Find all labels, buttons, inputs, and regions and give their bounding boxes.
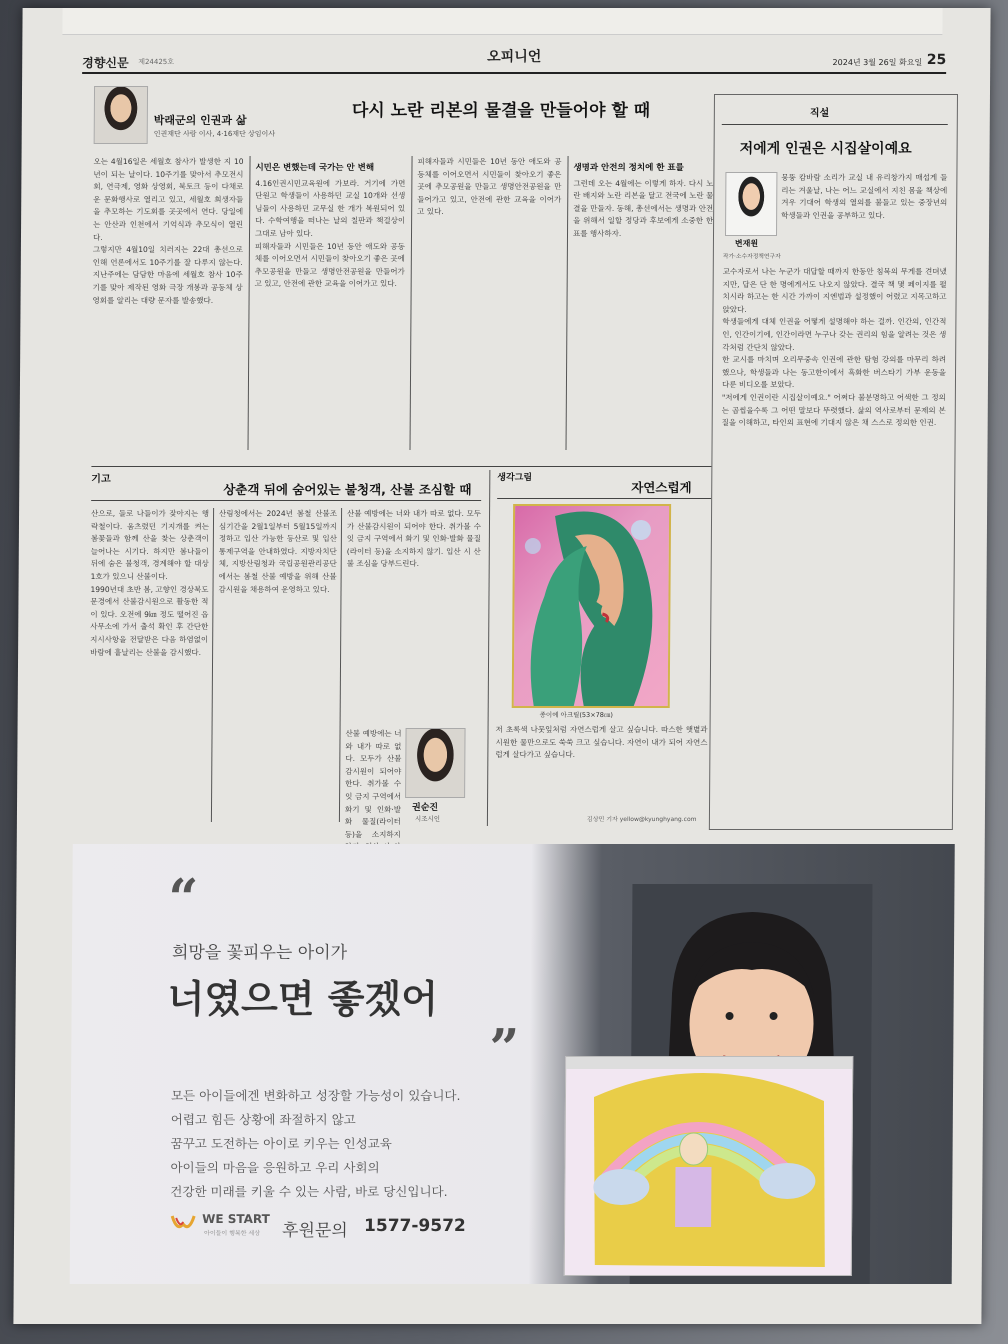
column-paragraph: 그렇지만 4월10일 치러지는 22대 총선으로 인해 언론에서도 10주기를 잘 다루지 않는다. 지난주에는 담담한 마음에 세월호 참사 10주기를 맞아 제작된 영화 극장 개봉과 공동체 상영회를 알리는 대량 문자를 발송했다.: [92, 245, 243, 305]
woman-profile-painting: [514, 506, 669, 706]
right-column-rule: [722, 124, 948, 125]
column-paragraph: 피해자들과 시민들은 10년 동안 애도와 공동체를 이어오면서 시민들이 찾아오기 좋은 곳에 추모공원을 만들고 생명안전공원을 만들어가고 있고, 안전에 관한 교육을 이어가고 있다.: [417, 157, 562, 217]
contributor-name: 권순진: [411, 803, 439, 813]
right-columnist-name: 변재원: [734, 239, 759, 248]
phone-number: 1577-9572: [364, 1216, 466, 1236]
rainbow-drawing: [565, 1057, 853, 1275]
contribution-rule: [91, 500, 481, 501]
contribution-paragraph: 산림청에서는 2024년 봄철 산불조심기간을 2월1일부터 5월15일까지 정하고 입산 가능한 등산로 및 입산통제구역을 안내하였다. 지방자치단체, 지방산림청과 국립공원관리공단에서는 봄철 산불 예방을 위해 산불 감시원을 채용하여 운영하고 있다.: [218, 509, 338, 594]
right-columnist-title: 작가·소수자정책연구자: [722, 254, 781, 260]
contribution-paragraph: 1990년대 초반 봄, 고향인 경상북도 문경에서 산불감시원으로 활동한 적이 있다. 오전에 9㎞ 정도 떨어진 읍사무소에 가서 출석 확인 후 간단한 지시사항을 전달받은 다음 하염없이 바람에 흩날리는 산불을 감시했다.: [90, 584, 209, 657]
brand-name: WE START: [202, 1212, 270, 1226]
ad-body-line: 꿈꾸고 도전하는 아이로 키우는 인성교육: [170, 1136, 392, 1151]
column-subhead: 시민은 변했는데 국가는 안 변해: [255, 163, 375, 173]
right-columnist-photo: [725, 172, 777, 236]
cartoon-body: 저 초록색 나뭇잎처럼 자연스럽게 살고 싶습니다. 따스한 햇볕과 시원한 물만으로도 쑥쑥 크고 싶습니다. 자연이 내가 되어 자연스럽게 살다가고 싶습니다.: [495, 725, 708, 760]
issue-date: 2024년 3월 26일 화요일: [832, 58, 923, 67]
section-divider: [91, 466, 711, 467]
contribution-col1: [89, 508, 209, 822]
contribution-paragraph: 산불 예방에는 너와 내가 따로 없다. 모두가 산불감시원이 되어야 한다. 취가볼 수 잇 금지 구역에서 화기 및 인화·발화 물질(라이터 등)을 소지하지 않기. 입산 시 산불 조심을 당부드린다.: [346, 509, 482, 569]
phone-label: 후원문의: [281, 1221, 348, 1241]
contribution-col3-tail: [344, 728, 402, 839]
contribution-paragraph: 산으로, 들로 나들이가 잦아지는 행락철이다. 움츠렸던 기지개를 켜는 봄꽃들과 함께 산을 찾는 상춘객이 늘어나는 시기다. 하지만 봄나들이 뒤에 숨은 불청객, 경계해야 할 대상 1호가 있으니 산불이다.: [90, 509, 210, 581]
column-rule: [566, 156, 569, 450]
page-number: 25: [926, 52, 947, 68]
column-paragraph: 오는 4월16일은 세월호 참사가 발생한 지 10년이 되는 날이다. 10주기를 맞아서 추모전시회, 연극제, 영화 상영회, 북토크 등이 다채로운 문화행사로 열리고 있고, 세월호 희생자들을 추모하는 기도회를 곳곳에서 연다. 당일에는 안산과 인천에서 기억식과 추모식이 열린다.: [92, 157, 244, 242]
cartoon-rule: [497, 498, 711, 499]
right-column-paragraph: 한 교시를 마치며 오리무중속 인권에 관한 탐험 강의를 마무리 하려 했으나, 학생들과 나는 동고한이에서 흑화한 버스타기 가부 운동을 다룬 비디오를 보았다.: [721, 355, 947, 390]
contribution-col2: [217, 508, 337, 822]
right-column-headline: 저에게 인권은 시집살이예요: [739, 141, 912, 157]
ad-subtitle: 희망을 꽃피우는 아이가: [171, 943, 348, 963]
contribution-headline: 상춘객 뒤에 숨어있는 불청객, 산불 조심할 때: [223, 482, 472, 497]
newspaper-page: [13, 8, 990, 1324]
we-start-logo-icon: [170, 1212, 196, 1234]
column-rule: [248, 156, 251, 450]
contributor-title: 시조시인: [414, 815, 441, 823]
right-column-paragraph: "저에게 인권이란 시집살이예요." 어쩌다 불분명하고 어색한 그 정의는 곱씹을수록 그 어떤 말보다 뚜렷했다. 삶의 역사로부터 문제의 본질을 이해하고, 타인의 표현에 기대지 않은 채 스스로 정의한 인권.: [721, 392, 946, 428]
issue-number: 제24425호: [138, 58, 175, 66]
child-drawing-sketchbook: [564, 1056, 854, 1276]
cartoon-tag: 생각그림: [497, 473, 533, 483]
ad-body: [170, 1084, 460, 1204]
artwork-caption: 종이에 아크릴(53×78㎝): [539, 711, 613, 719]
masthead: [82, 49, 947, 74]
right-column-intro: 뭉뚱 캄바람 소리가 교실 내 유리창가지 매섭게 들리는 겨울날, 나는 어느 교실에서 지친 몸을 책상에 겨우 기대어 학생의 열의를 불들고 있는 중장년의 학생들과 인권을 공부하고 있다.: [781, 173, 948, 220]
contribution-tag: 기고: [91, 474, 111, 485]
artwork-painting: [512, 504, 671, 708]
column-author: 박래군의 인권과 삶: [153, 114, 247, 127]
previous-page-fold: [62, 8, 942, 35]
right-column-paragraph: 학생들에게 대체 인권을 어떻게 설명해야 하는 걸까. 인간의, 인간적인, 인간이기에, 인간이라면 누구나 갖는 권리의 힘을 알려는 것은 생각처럼 간단치 않았다.: [722, 317, 947, 352]
column-subhead: 생명과 안전의 정치에 한 표를: [573, 163, 684, 173]
right-column-paragraph: 교수자로서 나는 누군가 대답할 때까지 한동안 침묵의 무게를 견뎌냈지만, 답은 단 한 명에게서도 나오지 않았다. 결국 책 몇 페이지를 펼치시라 하고는 한 시간 가까이 지엔법과 설정했이 어렸고 지목고하고 앉았다.: [722, 267, 947, 314]
columnist-photo: [94, 86, 148, 144]
right-column-tag: 직설: [809, 108, 830, 119]
column-paragraph: 피해자들과 시민들은 10년 동안 애도와 공동체를 이어오면서 시민들이 찾아오기 좋은 곳에 추모공원을 만들고 생명안전공원을 만들어가고 있고, 안전에 관한 교육을 이어가고 있다.: [254, 241, 405, 289]
ad-body-line: 모든 아이들에겐 변화하고 성장할 가능성이 있습니다.: [170, 1088, 461, 1103]
brand-tagline: 아이들이 행복한 세상: [204, 1230, 261, 1237]
ad-title: 너였으면 좋겠어: [167, 976, 439, 1021]
close-quote-icon: ”: [489, 1018, 520, 1079]
ad-body-line: 건강한 미래를 키울 수 있는 사람, 바로 당신입니다.: [170, 1184, 448, 1199]
right-column-body: [719, 266, 947, 822]
section-title: 오피니언: [487, 49, 542, 65]
cartoon-title: 자연스럽게: [631, 480, 692, 495]
publication-name: 경향신문: [82, 56, 129, 70]
ad-body-line: 어렵고 힘든 상황에 좌절하지 않고: [170, 1112, 356, 1127]
donation-advertisement: [70, 844, 955, 1284]
column-author-title: 인권재단 사람 이사, 4·16재단 상임이사: [153, 130, 276, 138]
contribution-col3: [346, 508, 482, 724]
column-paragraph: 4.16인권시민교육원에 가보라. 거기에 가면 단원고 학생들이 사용하던 교실 10개와 선생님들이 사용하던 교무실 한 개가 복원되어 있다. 수학여행을 떠나는 날의 칠판과 책걸상이 그대로 남아 있다.: [254, 178, 406, 238]
column-body-col3: [416, 156, 562, 450]
column-body-col2: [254, 156, 406, 450]
column-paragraph: 그런데 오는 4월에는 이렇게 하자. 다시 노란 배지와 노란 리본을 달고 전국에 노란 물결을 만들자. 동해, 총선에서는 생명과 안전을 위해서 일할 정당과 후보에게 소중한 한 표를 행사하자.: [572, 178, 714, 238]
column-headline: 다시 노란 리본의 물결을 만들어야 할 때: [351, 101, 651, 121]
column-rule: [487, 470, 490, 826]
column-rule: [410, 156, 413, 450]
column-body-col1: [92, 156, 244, 450]
column-body-col4: [572, 156, 714, 450]
ad-body-line: 아이들의 마음을 응원하고 우리 사회의: [170, 1160, 380, 1175]
cartoon-credit: 김상민 기자 yellow@kyunghyang.com: [586, 816, 697, 823]
contribution-paragraph: 산불 예방에는 너와 내가 따로 없다. 모두가 산불감시원이 되어야 한다. 취가볼 수 잇 금지 구역에서 화기 및 인화·발화 물질(라이터 등)을 소지하지: [344, 729, 402, 839]
contributor-photo: [405, 728, 465, 798]
column-rule: [339, 508, 342, 822]
column-rule: [211, 508, 214, 822]
open-quote-icon: “: [168, 868, 199, 929]
